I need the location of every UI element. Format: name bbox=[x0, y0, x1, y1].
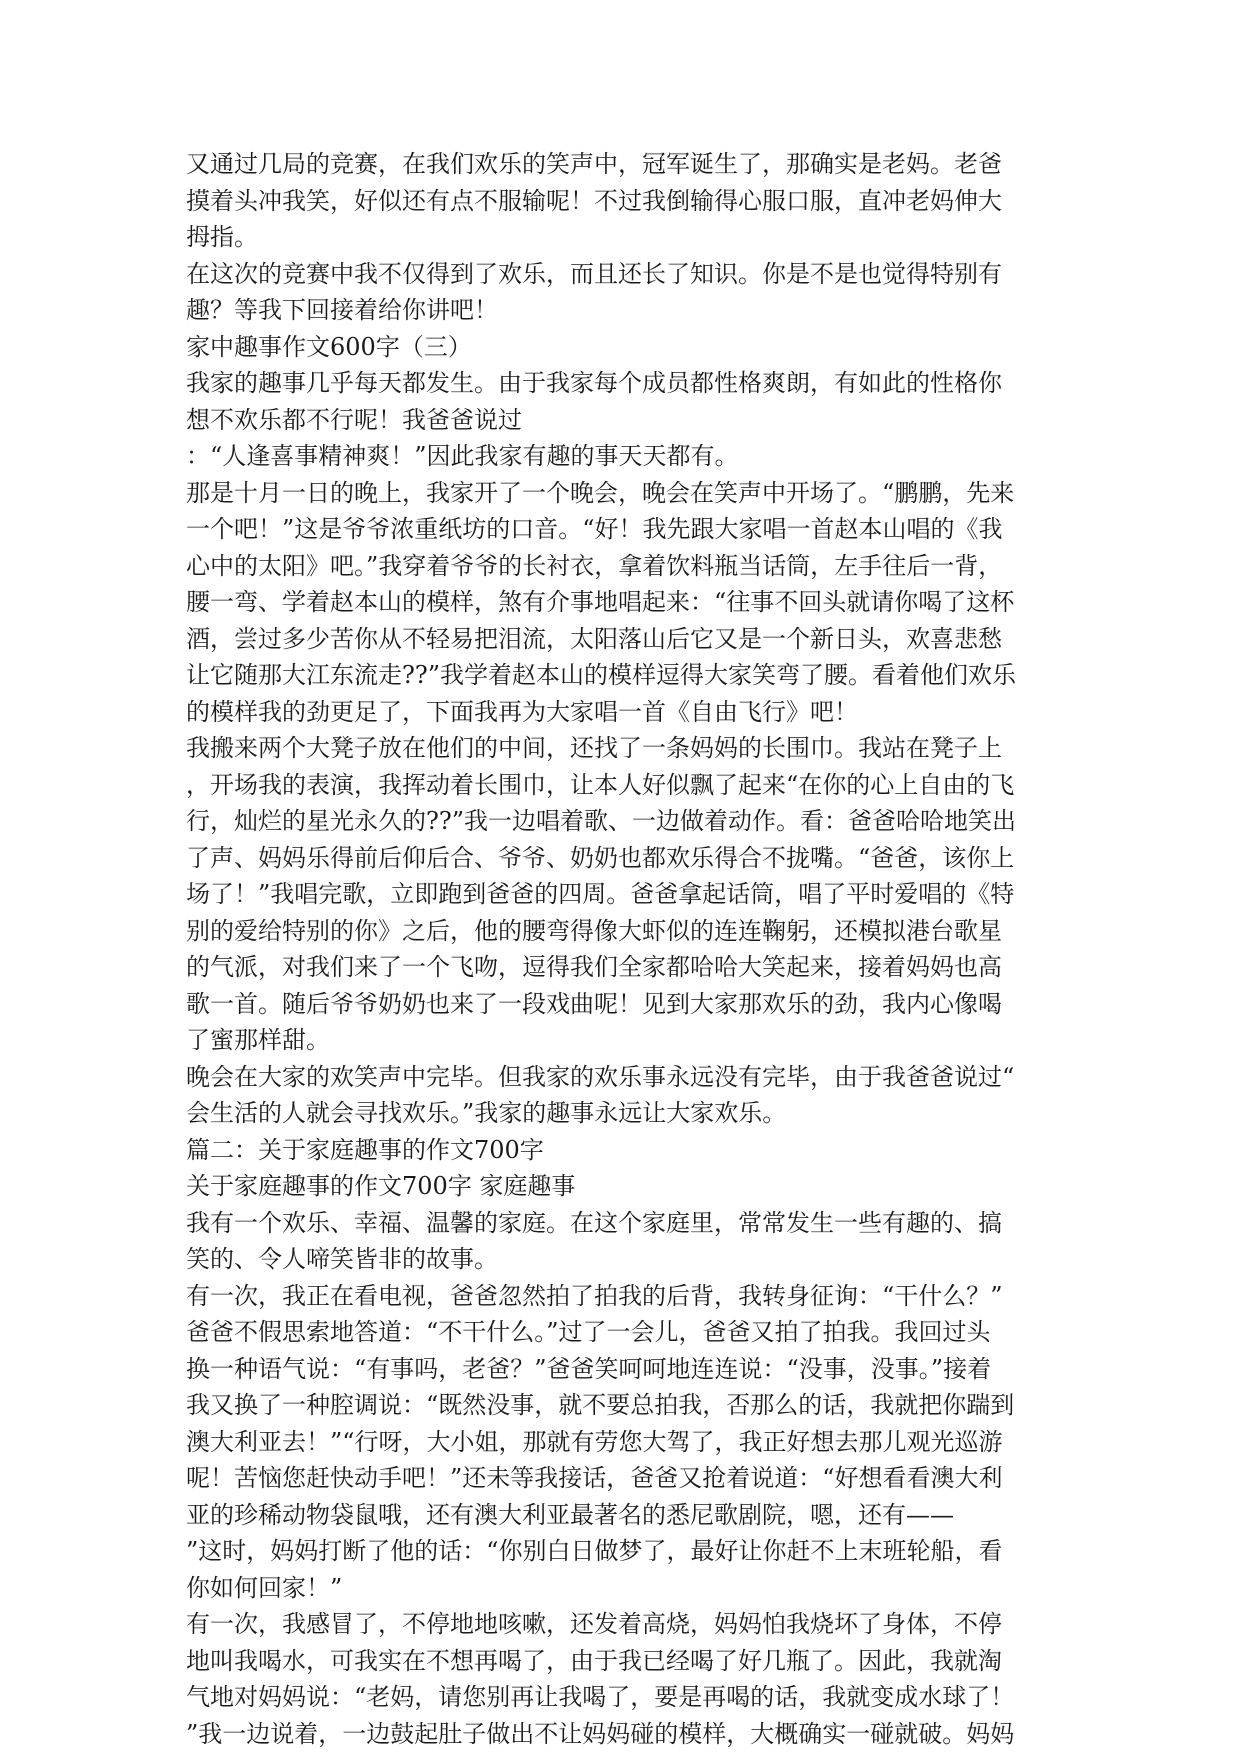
text-line: 想不欢乐都不行呢！我爸爸说过 bbox=[186, 405, 522, 434]
text-line: ”这时，妈妈打断了他的话：“你别白日做梦了，最好让你赶不上末班轮船，看 bbox=[186, 1537, 1003, 1565]
text-line: 你如何回家！” bbox=[186, 1573, 343, 1602]
text-line: 爸爸不假思索地答道：“不干什么。”过了一会儿，爸爸又拍了拍我。我回过头 bbox=[186, 1318, 991, 1346]
text-line: 澳大利亚去！”“行呀，大小姐，那就有劳您大驾了，我正好想去那儿观光巡游 bbox=[186, 1427, 1003, 1456]
text-line: 酒，尝过多少苦你从不轻易把泪流，太阳落山后它又是一个新日头，欢喜悲愁 bbox=[186, 624, 1002, 653]
text-line: 的气派，对我们来了一个飞吻，逗得我们全家都哈哈大笑起来，接着妈妈也高 bbox=[186, 953, 1002, 981]
text-line: 家中趣事作文600字（三） bbox=[186, 332, 472, 361]
text-line: 一个吧！”这是爷爷浓重纸坊的口音。“好！我先跟大家唱一首赵本山唱的《我 bbox=[186, 515, 1003, 543]
text-line: 我又换了一种腔调说：“既然没事，就不要总拍我，否那么的话，我就把你踹到 bbox=[186, 1391, 1015, 1419]
text-line: 气地对妈妈说：“老妈，请您别再让我喝了，要是再喝的话，我就变成水球了！ bbox=[186, 1683, 1015, 1711]
text-line: 在这次的竞赛中我不仅得到了欢乐，而且还长了知识。你是不是也觉得特别有 bbox=[186, 259, 1002, 288]
text-line: 趣？等我下回接着给你讲吧！ bbox=[186, 296, 498, 324]
text-line: 篇二：关于家庭趣事的作文700字 bbox=[186, 1135, 544, 1164]
text-line: 我有一个欢乐、幸福、温馨的家庭。在这个家庭里，常常发生一些有趣的、搞 bbox=[186, 1208, 1002, 1237]
text-line: 关于家庭趣事的作文700字 家庭趣事 bbox=[186, 1172, 576, 1200]
text-line: 又通过几局的竞赛，在我们欢乐的笑声中，冠军诞生了，那确实是老妈。老爸 bbox=[186, 150, 1002, 178]
text-line: 有一次，我感冒了，不停地地咳嗽，还发着高烧，妈妈怕我烧坏了身体，不停 bbox=[186, 1610, 1002, 1638]
text-line: 行，灿烂的星光永久的??”我一边唱着歌、一边做着动作。看：爸爸哈哈地笑出 bbox=[186, 807, 1017, 835]
text-line: 让它随那大江东流走??”我学着赵本山的模样逗得大家笑弯了腰。看着他们欢乐 bbox=[186, 661, 1017, 689]
text-line: 晚会在大家的欢笑声中完毕。但我家的欢乐事永远没有完毕，由于我爸爸说过“ bbox=[186, 1062, 1015, 1091]
text-line: 亚的珍稀动物袋鼠哦，还有澳大利亚最著名的悉尼歌剧院，嗯，还有—— bbox=[186, 1500, 954, 1529]
text-line: 会生活的人就会寻找欢乐。”我家的趣事永远让大家欢乐。 bbox=[186, 1099, 787, 1127]
text-line: 我家的趣事几乎每天都发生。由于我家每个成员都性格爽朗，有如此的性格你 bbox=[186, 369, 1002, 397]
text-line: 歌一首。随后爷爷奶奶也来了一段戏曲呢！见到大家那欢乐的劲，我内心像喝 bbox=[186, 989, 1002, 1018]
text-line: 的模样我的劲更足了，下面我再为大家唱一首《自由飞行》吧！ bbox=[186, 697, 858, 726]
text-line: 摸着头冲我笑，好似还有点不服输呢！不过我倒输得心服口服，直冲老妈伸大 bbox=[186, 186, 1002, 215]
text-line: ，开场我的表演，我挥动着长围巾，让本人好似飘了起来“在你的心上自由的飞 bbox=[186, 770, 1015, 799]
text-line: 心中的太阳》吧。”我穿着爷爷的长衬衣，拿着饮料瓶当话筒，左手往后一背， bbox=[186, 551, 1003, 580]
document-body bbox=[186, 146, 1056, 1752]
text-line: 地叫我喝水，可我实在不想再喝了，由于我已经喝了好几瓶了。因此，我就淘 bbox=[186, 1646, 1002, 1675]
text-line: 了蜜那样甜。 bbox=[186, 1026, 330, 1054]
text-line: 别的爱给特别的你》之后，他的腰弯得像大虾似的连连鞠躬，还模拟港台歌星 bbox=[186, 916, 1002, 945]
text-line: 场了！”我唱完歌，立即跑到爸爸的四周。爸爸拿起话筒，唱了平时爱唱的《特 bbox=[186, 880, 1015, 908]
text-line: 那是十月一日的晚上，我家开了一个晚会，晚会在笑声中开场了。“鹏鹏，先来 bbox=[186, 478, 1015, 507]
text-line: ：“人逢喜事精神爽！”因此我家有趣的事天天都有。 bbox=[186, 442, 739, 470]
text-line: 换一种语气说：“有事吗，老爸？”爸爸笑呵呵地连连说：“没事，没事。”接着 bbox=[186, 1354, 992, 1383]
text-line: 拇指。 bbox=[186, 223, 258, 251]
text-line: 了声、妈妈乐得前后仰后合、爷爷、奶奶也都欢乐得合不拢嘴。“爸爸，该你上 bbox=[186, 843, 1015, 872]
text-line: 我搬来两个大凳子放在他们的中间，还找了一条妈妈的长围巾。我站在凳子上 bbox=[186, 734, 1002, 762]
text-line: ”我一边说着，一边鼓起肚子做出不让妈妈碰的模样，大概确实一碰就破。妈妈 bbox=[186, 1719, 1015, 1748]
text-line: 呢！苦恼您赶快动手吧！”还未等我接话，爸爸又抢着说道：“好想看看澳大利 bbox=[186, 1464, 1003, 1492]
text-line: 腰一弯、学着赵本山的模样，煞有介事地唱起来：“往事不回头就请你喝了这杯 bbox=[186, 588, 1015, 616]
text-line: 笑的、令人啼笑皆非的故事。 bbox=[186, 1245, 498, 1273]
text-line: 有一次，我正在看电视，爸爸忽然拍了拍我的后背，我转身征询：“干什么？” bbox=[186, 1281, 1003, 1310]
